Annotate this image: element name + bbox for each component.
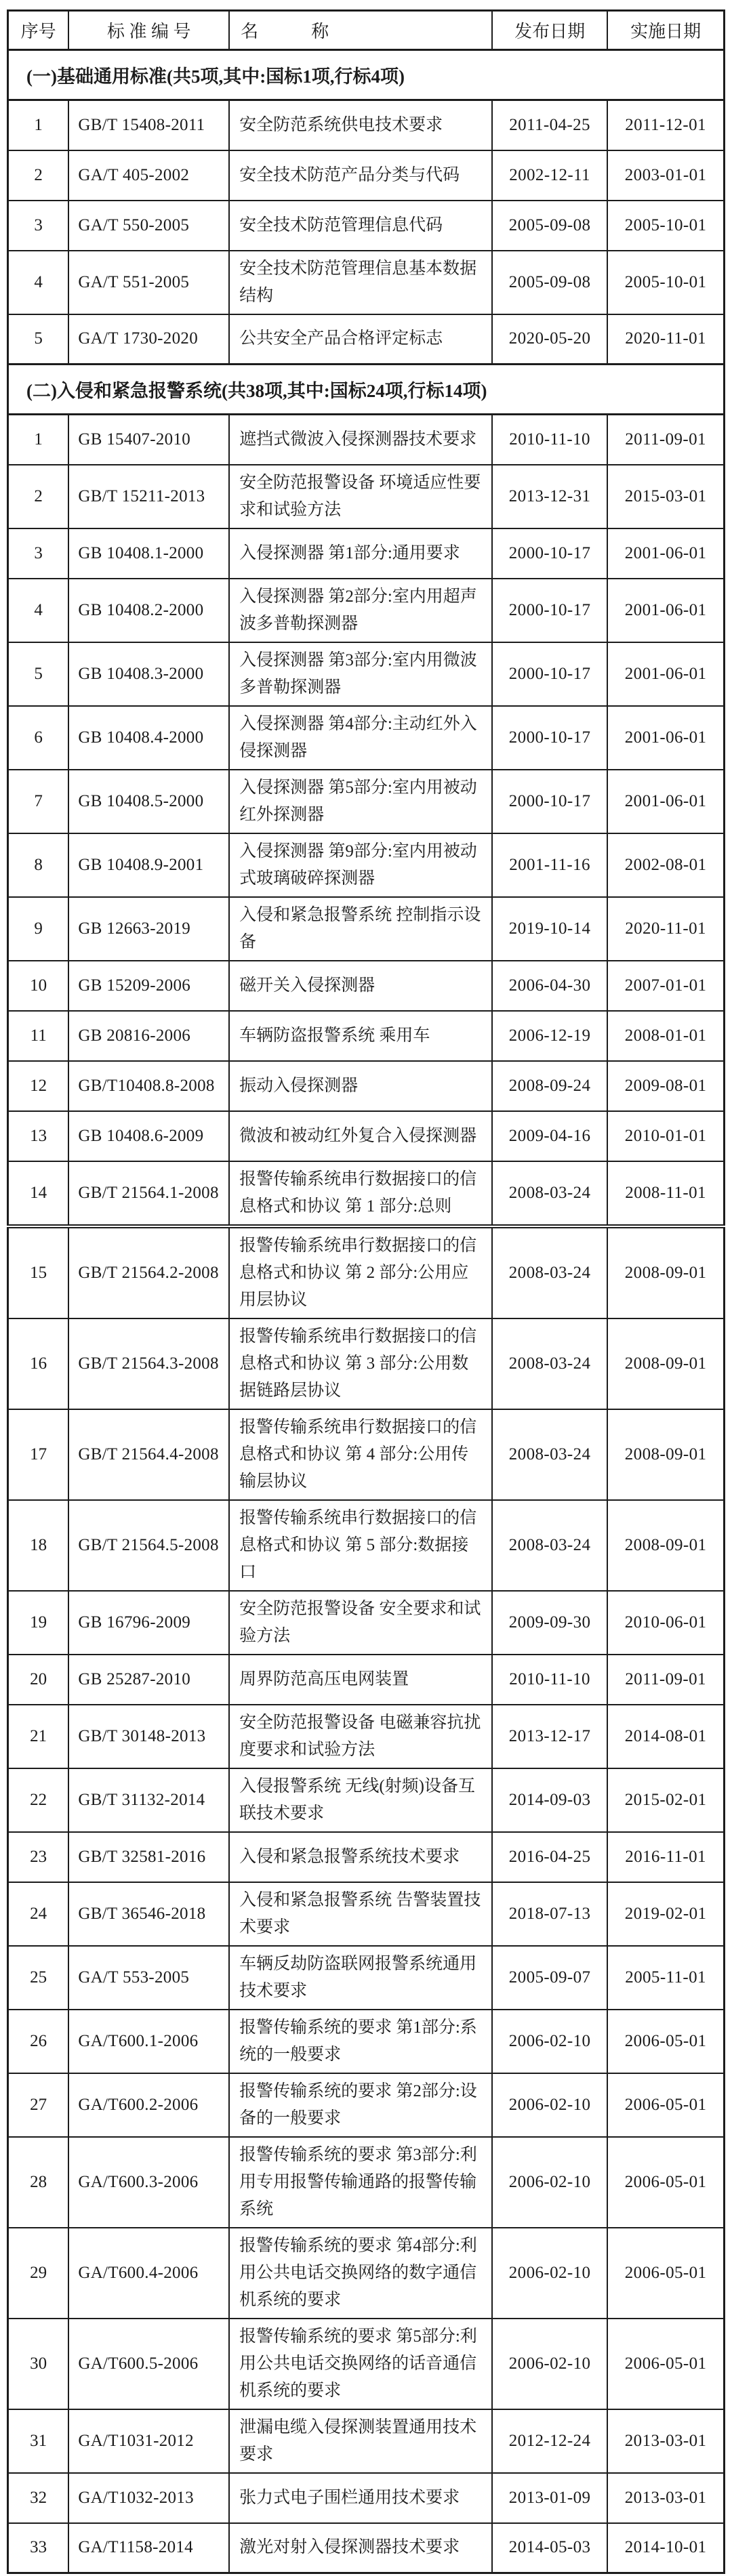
- table-row: [8, 415, 725, 465]
- cell-standard-name: 入侵探测器 第4部分:主动红外入侵探测器: [229, 706, 492, 770]
- table-row: [8, 201, 725, 251]
- cell-implement-date: 2006-05-01: [607, 2073, 724, 2137]
- table-row: [8, 770, 725, 833]
- cell-standard-name: 安全防范报警设备 安全要求和试验方法: [229, 1591, 492, 1655]
- table-row: [8, 1061, 725, 1111]
- cell-implement-date: 2008-09-01: [607, 1500, 724, 1591]
- table-row: [8, 528, 725, 579]
- cell-implement-date: 2008-11-01: [607, 1161, 724, 1226]
- column-header-standard-code: 标 准 编 号: [68, 11, 229, 50]
- cell-seq: 4: [8, 579, 69, 642]
- cell-standard-code: GB/T 21564.2-2008: [68, 1226, 229, 1318]
- cell-seq: 17: [8, 1409, 69, 1500]
- cell-publish-date: 2010-11-10: [492, 1655, 607, 1705]
- cell-implement-date: 2006-05-01: [607, 2319, 724, 2409]
- table-row: [8, 579, 725, 642]
- cell-standard-code: GB 16796-2009: [68, 1591, 229, 1655]
- cell-standard-name: 安全技术防范管理信息基本数据结构: [229, 251, 492, 314]
- cell-standard-name: 入侵和紧急报警系统 告警装置技术要求: [229, 1882, 492, 1946]
- table-row: [8, 1882, 725, 1946]
- cell-standard-code: GB/T 32581-2016: [68, 1832, 229, 1882]
- cell-implement-date: 2011-09-01: [607, 415, 724, 465]
- cell-publish-date: 2000-10-17: [492, 642, 607, 706]
- cell-seq: 31: [8, 2409, 69, 2473]
- cell-standard-code: GB 10408.5-2000: [68, 770, 229, 833]
- cell-seq: 3: [8, 528, 69, 579]
- standards-table: [7, 9, 725, 2574]
- cell-seq: 9: [8, 897, 69, 961]
- cell-publish-date: 2001-11-16: [492, 833, 607, 897]
- cell-standard-code: GA/T600.5-2006: [68, 2319, 229, 2409]
- cell-seq: 14: [8, 1161, 69, 1226]
- cell-standard-code: GB 10408.4-2000: [68, 706, 229, 770]
- cell-standard-name: 磁开关入侵探测器: [229, 961, 492, 1011]
- cell-standard-code: GB 10408.9-2001: [68, 833, 229, 897]
- cell-implement-date: 2005-10-01: [607, 201, 724, 251]
- cell-implement-date: 2006-05-01: [607, 2010, 724, 2073]
- cell-standard-code: GB 20816-2006: [68, 1011, 229, 1061]
- cell-publish-date: 2013-12-31: [492, 465, 607, 528]
- column-header-seq: 序号: [8, 11, 69, 50]
- cell-seq: 2: [8, 150, 69, 201]
- cell-publish-date: 2009-04-16: [492, 1111, 607, 1161]
- cell-implement-date: 2006-05-01: [607, 2228, 724, 2319]
- cell-publish-date: 2013-01-09: [492, 2473, 607, 2523]
- table-row: [8, 1591, 725, 1655]
- cell-standard-name: 报警传输系统串行数据接口的信息格式和协议 第 5 部分:数据接口: [229, 1500, 492, 1591]
- section-header-row: [8, 365, 725, 415]
- cell-seq: 28: [8, 2137, 69, 2228]
- table-row: [8, 1832, 725, 1882]
- cell-standard-name: 遮挡式微波入侵探测器技术要求: [229, 415, 492, 465]
- cell-publish-date: 2009-09-30: [492, 1591, 607, 1655]
- table-row: [8, 2073, 725, 2137]
- cell-publish-date: 2000-10-17: [492, 706, 607, 770]
- cell-standard-code: GB/T 31132-2014: [68, 1768, 229, 1832]
- section-header-row: [8, 50, 725, 100]
- cell-standard-name: 报警传输系统的要求 第1部分:系统的一般要求: [229, 2010, 492, 2073]
- cell-standard-name: 报警传输系统的要求 第4部分:利用公共电话交换网络的数字通信机系统的要求: [229, 2228, 492, 2319]
- cell-standard-code: GA/T 1730-2020: [68, 314, 229, 365]
- table-row: [8, 251, 725, 314]
- cell-publish-date: 2008-03-24: [492, 1409, 607, 1500]
- table-row: [8, 1409, 725, 1500]
- cell-seq: 24: [8, 1882, 69, 1946]
- cell-standard-name: 安全防范系统供电技术要求: [229, 100, 492, 150]
- cell-publish-date: 2000-10-17: [492, 770, 607, 833]
- cell-standard-name: 入侵报警系统 无线(射频)设备互联技术要求: [229, 1768, 492, 1832]
- cell-standard-code: GB/T 15211-2013: [68, 465, 229, 528]
- cell-standard-name: 入侵探测器 第1部分:通用要求: [229, 528, 492, 579]
- cell-standard-code: GB 10408.3-2000: [68, 642, 229, 706]
- cell-seq: 32: [8, 2473, 69, 2523]
- cell-standard-name: 报警传输系统串行数据接口的信息格式和协议 第 3 部分:公用数据链路层协议: [229, 1318, 492, 1409]
- table-row: [8, 1161, 725, 1226]
- cell-standard-code: GA/T1031-2012: [68, 2409, 229, 2473]
- cell-implement-date: 2014-08-01: [607, 1705, 724, 1768]
- cell-standard-name: 安全技术防范产品分类与代码: [229, 150, 492, 201]
- table-row: [8, 2409, 725, 2473]
- cell-implement-date: 2005-10-01: [607, 251, 724, 314]
- cell-publish-date: 2016-04-25: [492, 1832, 607, 1882]
- table-row: [8, 642, 725, 706]
- cell-publish-date: 2013-12-17: [492, 1705, 607, 1768]
- cell-seq: 4: [8, 251, 69, 314]
- cell-standard-name: 公共安全产品合格评定标志: [229, 314, 492, 365]
- cell-seq: 19: [8, 1591, 69, 1655]
- cell-implement-date: 2001-06-01: [607, 706, 724, 770]
- cell-seq: 12: [8, 1061, 69, 1111]
- cell-publish-date: 2008-03-24: [492, 1226, 607, 1318]
- section-title: (一)基础通用标准(共5项,其中:国标1项,行标4项): [8, 50, 725, 100]
- cell-standard-code: GA/T600.4-2006: [68, 2228, 229, 2319]
- cell-standard-name: 激光对射入侵探测器技术要求: [229, 2523, 492, 2573]
- cell-standard-name: 报警传输系统串行数据接口的信息格式和协议 第 4 部分:公用传输层协议: [229, 1409, 492, 1500]
- cell-implement-date: 2006-05-01: [607, 2137, 724, 2228]
- cell-implement-date: 2011-12-01: [607, 100, 724, 150]
- cell-standard-name: 报警传输系统的要求 第5部分:利用公共电话交换网络的话音通信机系统的要求: [229, 2319, 492, 2409]
- cell-standard-code: GB 12663-2019: [68, 897, 229, 961]
- cell-implement-date: 2008-09-01: [607, 1226, 724, 1318]
- cell-publish-date: 2000-10-17: [492, 579, 607, 642]
- table-row: [8, 961, 725, 1011]
- cell-standard-name: 入侵探测器 第2部分:室内用超声波多普勒探测器: [229, 579, 492, 642]
- cell-standard-name: 泄漏电缆入侵探测装置通用技术要求: [229, 2409, 492, 2473]
- cell-standard-name: 车辆防盗报警系统 乘用车: [229, 1011, 492, 1061]
- cell-publish-date: 2005-09-08: [492, 201, 607, 251]
- table-row: [8, 833, 725, 897]
- cell-implement-date: 2016-11-01: [607, 1832, 724, 1882]
- cell-seq: 1: [8, 100, 69, 150]
- table-header-row: [8, 11, 725, 50]
- cell-standard-code: GB/T 21564.3-2008: [68, 1318, 229, 1409]
- cell-standard-name: 微波和被动红外复合入侵探测器: [229, 1111, 492, 1161]
- table-row: [8, 1705, 725, 1768]
- cell-standard-name: 入侵和紧急报警系统 控制指示设备: [229, 897, 492, 961]
- table-row: [8, 2228, 725, 2319]
- cell-seq: 5: [8, 642, 69, 706]
- table-row: [8, 314, 725, 365]
- cell-standard-name: 入侵探测器 第9部分:室内用被动式玻璃破碎探测器: [229, 833, 492, 897]
- table-row: [8, 706, 725, 770]
- table-row: [8, 1318, 725, 1409]
- cell-seq: 16: [8, 1318, 69, 1409]
- cell-standard-code: GB 25287-2010: [68, 1655, 229, 1705]
- cell-standard-code: GB 10408.6-2009: [68, 1111, 229, 1161]
- cell-publish-date: 2006-12-19: [492, 1011, 607, 1061]
- cell-seq: 7: [8, 770, 69, 833]
- cell-standard-name: 安全技术防范管理信息代码: [229, 201, 492, 251]
- cell-publish-date: 2012-12-24: [492, 2409, 607, 2473]
- cell-seq: 29: [8, 2228, 69, 2319]
- cell-implement-date: 2005-11-01: [607, 1946, 724, 2010]
- column-header-standard-name: 名 称: [229, 11, 492, 50]
- cell-publish-date: 2010-11-10: [492, 415, 607, 465]
- table-row: [8, 1111, 725, 1161]
- cell-standard-code: GB 10408.1-2000: [68, 528, 229, 579]
- cell-publish-date: 2006-02-10: [492, 2319, 607, 2409]
- cell-publish-date: 2006-02-10: [492, 2073, 607, 2137]
- cell-implement-date: 2015-03-01: [607, 465, 724, 528]
- table-row: [8, 2319, 725, 2409]
- cell-standard-name: 报警传输系统串行数据接口的信息格式和协议 第 1 部分:总则: [229, 1161, 492, 1226]
- cell-publish-date: 2018-07-13: [492, 1882, 607, 1946]
- cell-seq: 22: [8, 1768, 69, 1832]
- cell-seq: 2: [8, 465, 69, 528]
- cell-publish-date: 2011-04-25: [492, 100, 607, 150]
- cell-implement-date: 2003-01-01: [607, 150, 724, 201]
- cell-publish-date: 2014-09-03: [492, 1768, 607, 1832]
- cell-implement-date: 2014-10-01: [607, 2523, 724, 2573]
- cell-standard-name: 报警传输系统串行数据接口的信息格式和协议 第 2 部分:公用应用层协议: [229, 1226, 492, 1318]
- cell-seq: 21: [8, 1705, 69, 1768]
- cell-standard-code: GB/T10408.8-2008: [68, 1061, 229, 1111]
- cell-implement-date: 2020-11-01: [607, 897, 724, 961]
- cell-standard-name: 入侵探测器 第5部分:室内用被动红外探测器: [229, 770, 492, 833]
- cell-seq: 3: [8, 201, 69, 251]
- cell-publish-date: 2002-12-11: [492, 150, 607, 201]
- cell-implement-date: 2010-01-01: [607, 1111, 724, 1161]
- cell-implement-date: 2007-01-01: [607, 961, 724, 1011]
- cell-seq: 25: [8, 1946, 69, 2010]
- cell-standard-code: GB/T 36546-2018: [68, 1882, 229, 1946]
- table-row: [8, 1226, 725, 1318]
- table-row: [8, 150, 725, 201]
- table-row: [8, 1500, 725, 1591]
- cell-seq: 20: [8, 1655, 69, 1705]
- table-row: [8, 1655, 725, 1705]
- cell-publish-date: 2005-09-08: [492, 251, 607, 314]
- cell-implement-date: 2013-03-01: [607, 2473, 724, 2523]
- cell-implement-date: 2019-02-01: [607, 1882, 724, 1946]
- cell-implement-date: 2008-09-01: [607, 1318, 724, 1409]
- cell-seq: 1: [8, 415, 69, 465]
- table-row: [8, 1946, 725, 2010]
- cell-seq: 6: [8, 706, 69, 770]
- cell-implement-date: 2002-08-01: [607, 833, 724, 897]
- cell-implement-date: 2010-06-01: [607, 1591, 724, 1655]
- cell-standard-name: 张力式电子围栏通用技术要求: [229, 2473, 492, 2523]
- cell-standard-code: GB/T 21564.5-2008: [68, 1500, 229, 1591]
- column-header-publish-date: 发布日期: [492, 11, 607, 50]
- cell-implement-date: 2001-06-01: [607, 770, 724, 833]
- cell-standard-code: GA/T600.3-2006: [68, 2137, 229, 2228]
- cell-implement-date: 2011-09-01: [607, 1655, 724, 1705]
- column-header-implement-date: 实施日期: [607, 11, 724, 50]
- table-row: [8, 1011, 725, 1061]
- cell-standard-code: GA/T 550-2005: [68, 201, 229, 251]
- cell-implement-date: 2013-03-01: [607, 2409, 724, 2473]
- cell-publish-date: 2006-02-10: [492, 2228, 607, 2319]
- cell-implement-date: 2001-06-01: [607, 579, 724, 642]
- cell-implement-date: 2008-09-01: [607, 1409, 724, 1500]
- cell-seq: 27: [8, 2073, 69, 2137]
- cell-standard-code: GB 15209-2006: [68, 961, 229, 1011]
- cell-standard-name: 入侵和紧急报警系统技术要求: [229, 1832, 492, 1882]
- section-title: (二)入侵和紧急报警系统(共38项,其中:国标24项,行标14项): [8, 365, 725, 415]
- cell-standard-code: GA/T 405-2002: [68, 150, 229, 201]
- table-row: [8, 465, 725, 528]
- cell-publish-date: 2006-02-10: [492, 2010, 607, 2073]
- cell-implement-date: 2001-06-01: [607, 642, 724, 706]
- cell-publish-date: 2005-09-07: [492, 1946, 607, 2010]
- cell-publish-date: 2008-09-24: [492, 1061, 607, 1111]
- cell-seq: 13: [8, 1111, 69, 1161]
- table-row: [8, 2473, 725, 2523]
- cell-standard-name: 周界防范高压电网装置: [229, 1655, 492, 1705]
- cell-implement-date: 2008-01-01: [607, 1011, 724, 1061]
- cell-publish-date: 2014-05-03: [492, 2523, 607, 2573]
- table-row: [8, 1768, 725, 1832]
- table-row: [8, 100, 725, 150]
- cell-standard-code: GB/T 21564.1-2008: [68, 1161, 229, 1226]
- cell-seq: 30: [8, 2319, 69, 2409]
- cell-seq: 15: [8, 1226, 69, 1318]
- cell-publish-date: 2020-05-20: [492, 314, 607, 365]
- cell-publish-date: 2000-10-17: [492, 528, 607, 579]
- table-row: [8, 897, 725, 961]
- cell-standard-code: GB/T 21564.4-2008: [68, 1409, 229, 1500]
- cell-seq: 33: [8, 2523, 69, 2573]
- cell-standard-code: GB/T 15408-2011: [68, 100, 229, 150]
- cell-standard-name: 入侵探测器 第3部分:室内用微波多普勒探测器: [229, 642, 492, 706]
- cell-standard-code: GB 15407-2010: [68, 415, 229, 465]
- cell-seq: 10: [8, 961, 69, 1011]
- cell-standard-code: GA/T600.2-2006: [68, 2073, 229, 2137]
- table-row: [8, 2010, 725, 2073]
- cell-seq: 18: [8, 1500, 69, 1591]
- cell-publish-date: 2008-03-24: [492, 1161, 607, 1226]
- cell-standard-code: GA/T1158-2014: [68, 2523, 229, 2573]
- cell-standard-name: 振动入侵探测器: [229, 1061, 492, 1111]
- cell-seq: 11: [8, 1011, 69, 1061]
- cell-seq: 23: [8, 1832, 69, 1882]
- cell-standard-code: GB/T 30148-2013: [68, 1705, 229, 1768]
- cell-implement-date: 2015-02-01: [607, 1768, 724, 1832]
- cell-standard-name: 安全防范报警设备 环境适应性要求和试验方法: [229, 465, 492, 528]
- cell-publish-date: 2019-10-14: [492, 897, 607, 961]
- cell-seq: 8: [8, 833, 69, 897]
- cell-standard-code: GA/T 553-2005: [68, 1946, 229, 2010]
- cell-implement-date: 2020-11-01: [607, 314, 724, 365]
- cell-standard-code: GA/T600.1-2006: [68, 2010, 229, 2073]
- cell-standard-name: 安全防范报警设备 电磁兼容抗扰度要求和试验方法: [229, 1705, 492, 1768]
- cell-publish-date: 2008-03-24: [492, 1318, 607, 1409]
- cell-standard-name: 报警传输系统的要求 第2部分:设备的一般要求: [229, 2073, 492, 2137]
- cell-publish-date: 2008-03-24: [492, 1500, 607, 1591]
- cell-implement-date: 2001-06-01: [607, 528, 724, 579]
- cell-standard-name: 报警传输系统的要求 第3部分:利用专用报警传输通路的报警传输系统: [229, 2137, 492, 2228]
- cell-standard-code: GA/T 551-2005: [68, 251, 229, 314]
- cell-standard-code: GB 10408.2-2000: [68, 579, 229, 642]
- cell-seq: 26: [8, 2010, 69, 2073]
- cell-publish-date: 2006-02-10: [492, 2137, 607, 2228]
- table-row: [8, 2523, 725, 2573]
- table-row: [8, 2137, 725, 2228]
- cell-standard-name: 车辆反劫防盗联网报警系统通用技术要求: [229, 1946, 492, 2010]
- cell-standard-code: GA/T1032-2013: [68, 2473, 229, 2523]
- cell-implement-date: 2009-08-01: [607, 1061, 724, 1111]
- cell-publish-date: 2006-04-30: [492, 961, 607, 1011]
- cell-seq: 5: [8, 314, 69, 365]
